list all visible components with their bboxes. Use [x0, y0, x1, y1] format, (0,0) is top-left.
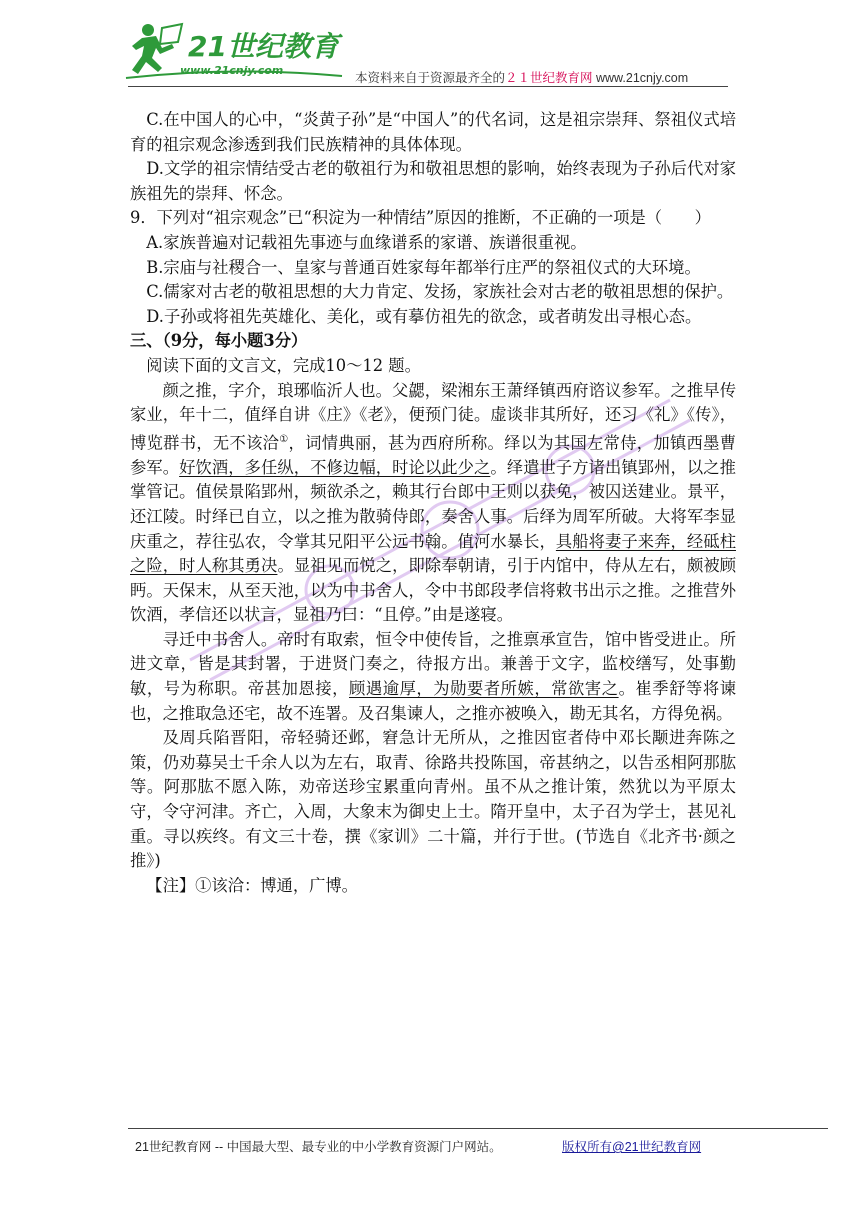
logo-url: www.21cnjy.com — [180, 64, 284, 77]
copyright-link[interactable]: 版权所有@21世纪教育网 — [562, 1140, 702, 1154]
passage-text: ，词情典丽，甚为西府所称。绎以为其国左常侍，加镇西墨曹参军。 — [130, 433, 736, 477]
header-note-prefix: 本资料来自于资源最齐全的 — [355, 71, 506, 85]
passage-text: 。崔季舒等将谏也，之推取急还宅，故不连署。及召集谏人，之推亦被唤入，勘无其名，方得免祸。 — [130, 679, 736, 723]
section-3-heading: 三、（9分，每小题3分） — [130, 331, 308, 351]
passage-text: 。绎遣世子方诸出镇郢州，以之推掌管记。值侯景陷郢州，频欲杀之，赖其行台郎中王则以获免，被囚送建业。景平，还江陵。时绎已自立，以之推为散骑侍郎，奏舍人事。后绎为周军所破。大将军李显庆重之，荐往弘农，令掌其兄阳平公远书翰。值河水暴长， — [130, 457, 736, 551]
header-divider — [128, 86, 728, 87]
site-logo — [122, 18, 352, 82]
option-c-paragraph: C.在中国人的心中，“炎黄子孙”是“中国人”的代名词，这是祖宗崇拜、祭祖仪式培育的祖宗观念渗透到我们民族精神的具体体现。 — [130, 110, 736, 154]
logo-text: 21世纪教育 — [188, 30, 339, 63]
passage-paragraph-2 — [130, 628, 736, 726]
header-note — [355, 68, 688, 86]
question-9: 9．下列对“祖宗观念”已“积淀为一种情结”原因的推断，不正确的一项是（ ） — [130, 208, 711, 228]
passage-text: 寻迁中书舍人。帝时有取索，恒令中使传旨，之推禀承宣告，馆中皆受进止。所进文章，皆是其封署，于进贤门奏之，待报方出。兼善于文字，监校缮写，处事勤敏，号为称职。帝甚加恩接， — [130, 629, 736, 699]
question-9-option-c: C.儒家对古老的敬祖思想的大力肯定、发扬，家族社会对古老的敬祖思想的保护。 — [146, 282, 734, 302]
question-9-option-d: D.子孙或将祖先英雄化、美化，或有摹仿祖先的欲念，或者萌发出寻根心态。 — [146, 306, 702, 326]
page-header — [0, 0, 860, 90]
footer-divider — [128, 1128, 828, 1129]
underlined-sentence-3: 顾遇逾厚，为勋要者所嫉，常欲害之 — [349, 679, 619, 699]
option-d-paragraph: D.文学的祖宗情结受古老的敬祖行为和敬祖思想的影响，始终表现为子孙后代对家族祖先的崇拜、怀念。 — [130, 159, 736, 203]
question-9-option-a: A.家族普遍对记载祖先事迹与血缘谱系的家谱、族谱很重视。 — [146, 232, 587, 252]
document-body — [130, 108, 736, 898]
underlined-sentence-2: 具船将妻子来奔，经砥柱之险，时人称其勇决 — [130, 531, 736, 576]
reading-instruction: 阅读下面的文言文，完成10～12 题。 — [146, 355, 421, 375]
header-note-url[interactable]: www.21cnjy.com — [592, 71, 689, 85]
passage-text: 。显祖见而悦之，即除奉朝请，引于内馆中，侍从左右，颇被顾眄。天保末，从至天池，以为中书舍人，令中书郎段孝信将敕书出示之推。之推营外饮酒，孝信还以状言，显祖乃曰：“且停。”由是遂寝。 — [130, 556, 736, 625]
header-note-accent: ２１世纪教育网 — [505, 71, 593, 85]
passage-text: 颜之推，字介，琅琊临沂人也。父勰，梁湘东王萧绎镇西府谘议参军。之推早传家业，年十二，值绎自讲《庄》《老》，便预门徒。虚谈非其所好，还习《礼》《传》，博览群书，无不该洽 — [130, 380, 736, 453]
passage-paragraph-3: 及周兵陷晋阳，帝轻骑还邺，窘急计无所从，之推因宦者侍中邓长颙进奔陈之策，仍劝募吴士千余人以为左右，取青、徐路共投陈国，帝甚纳之，以告丞相阿那肱等。阿那肱不愿入陈，劝帝送珍宝累重向青州。虽不从之推计策，然犹以为平原太守，令守河津。齐亡，入周，大象末为御史上士。隋开皇中，太子召为学士，甚见礼重。寻以疾终。有文三十卷，撰《家训》二十篇，并行于世。(节选自《北齐书·颜之推》) — [130, 728, 736, 871]
passage-paragraph-1 — [130, 379, 736, 628]
footnote-marker: ① — [279, 433, 289, 445]
footnote: 【注】①该洽：博通，广博。 — [146, 875, 358, 895]
footer-description: 21世纪教育网 -- 中国最大型、最专业的中小学教育资源门户网站。 — [135, 1140, 502, 1154]
underlined-sentence-1: 好饮酒，多任纵，不修边幅，时论以此少之 — [179, 457, 491, 477]
question-9-option-b: B.宗庙与社稷合一、皇家与普通百姓家每年都举行庄严的祭祖仪式的大环境。 — [146, 257, 701, 277]
